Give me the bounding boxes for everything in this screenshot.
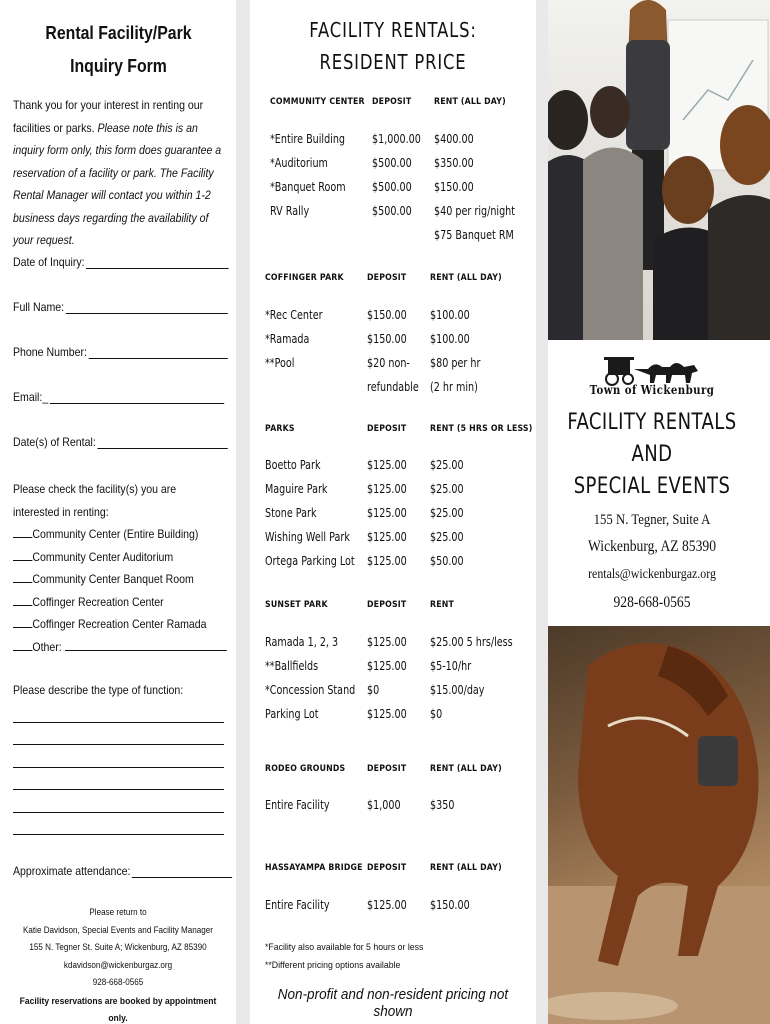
describe-line[interactable] (13, 767, 224, 768)
check-blank[interactable] (13, 594, 32, 606)
dates-of-rental-line[interactable] (98, 436, 228, 449)
panel-gutter (536, 0, 548, 1024)
deposit-value: $1,000.00 (372, 132, 421, 146)
rent-value: $350 (430, 798, 455, 812)
deposit-value: $125.00 (367, 458, 407, 472)
facility-name: Entire Facility (265, 898, 330, 912)
check-item-other[interactable] (13, 636, 229, 659)
facility-name: Entire Facility (265, 798, 330, 812)
deposit-header: DEPOSIT (367, 600, 407, 610)
section-header: SUNSET PARK (265, 600, 328, 610)
check-item[interactable] (13, 568, 229, 591)
price-title-line1: FACILITY RENTALS: (309, 18, 477, 42)
deposit-value: $125.00 (367, 898, 407, 912)
rent-value: $25.00 (430, 506, 464, 520)
check-item[interactable] (13, 523, 229, 546)
form-intro (13, 94, 224, 252)
check-item-label: Community Center Auditorium (32, 549, 174, 564)
check-item[interactable] (13, 591, 229, 614)
facility-name: *Banquet Room (270, 180, 346, 194)
deposit-value: $20 non- (367, 356, 410, 370)
rent-header: RENT (ALL DAY) (430, 273, 502, 283)
footnote-double-star: **Different pricing options available (265, 960, 401, 971)
dates-of-rental-field[interactable] (13, 435, 228, 449)
form-title-line1: Rental Facility/Park (45, 23, 192, 43)
rent-value: $350.00 (434, 156, 474, 170)
full-name-label: Full Name: (13, 300, 65, 314)
phone-number-field[interactable] (13, 345, 228, 359)
full-name-field[interactable] (13, 300, 228, 314)
deposit-value: $125.00 (367, 707, 407, 721)
deposit-header: DEPOSIT (367, 424, 407, 434)
rent-value: $100.00 (430, 308, 470, 322)
facility-name: RV Rally (270, 204, 310, 218)
facility-name: **Ballfields (265, 659, 319, 673)
facility-name: Stone Park (265, 506, 317, 520)
deposit-value: $150.00 (367, 308, 407, 322)
rent-header: RENT (ALL DAY) (430, 863, 502, 873)
facility-name: Ramada 1, 2, 3 (265, 635, 339, 649)
phone-number-line[interactable] (89, 346, 228, 359)
return-address-block (0, 904, 236, 1024)
deposit-header: DEPOSIT (367, 764, 407, 774)
describe-line[interactable] (13, 834, 224, 835)
facility-name: *Rec Center (265, 308, 323, 322)
facility-name: Parking Lot (265, 707, 319, 721)
date-of-inquiry-line[interactable] (86, 256, 229, 269)
rent-value: $400.00 (434, 132, 474, 146)
check-item-label: Community Center Banquet Room (32, 572, 194, 586)
facility-name: *Ramada (265, 332, 310, 346)
deposit-value: $0 (367, 683, 380, 697)
describe-line[interactable] (13, 812, 224, 813)
cover-phone: 928-668-0565 (613, 594, 691, 611)
appointment-note: Facility reservations are booked by appointment only. (19, 995, 217, 1024)
rent-value: $150.00 (434, 180, 474, 194)
rent-value: $150.00 (430, 898, 470, 912)
check-blank[interactable] (13, 549, 32, 561)
deposit-value: $500.00 (372, 156, 412, 170)
deposit-value: refundable (367, 380, 419, 394)
return-line: Katie Davidson, Special Events and Facility Manager (22, 924, 213, 935)
rent-header: RENT (5 HRS OR LESS) (430, 424, 533, 434)
rent-value: $25.00 (430, 458, 464, 472)
rent-value: $80 per hr (430, 356, 481, 370)
price-list-panel (250, 0, 536, 1024)
section-header: RODEO GROUNDS (265, 764, 346, 774)
email-label: Email:_ (13, 390, 49, 404)
describe-label: Please describe the type of function: (13, 683, 184, 697)
rent-value: $75 Banquet RM (434, 228, 514, 242)
deposit-value: $125.00 (367, 482, 407, 496)
deposit-header: DEPOSIT (372, 97, 412, 107)
check-blank[interactable] (13, 616, 32, 628)
check-item-label: Coffinger Recreation Center (32, 594, 164, 609)
deposit-header: DEPOSIT (367, 863, 407, 873)
rent-value: $25.00 5 hrs/less (430, 635, 513, 649)
return-line: Please return to (89, 907, 147, 917)
attendance-label: Approximate attendance: (13, 864, 131, 878)
rent-header: RENT (ALL DAY) (434, 97, 506, 107)
deposit-value: $1,000 (367, 798, 401, 812)
facility-name: **Pool (265, 356, 295, 370)
facility-name: Ortega Parking Lot (265, 554, 355, 568)
facility-name: Maguire Park (265, 482, 328, 496)
full-name-line[interactable] (66, 301, 228, 314)
form-title-line2: Inquiry Form (70, 56, 167, 76)
price-title-line2: RESIDENT PRICE (319, 50, 467, 74)
deposit-value: $500.00 (372, 204, 412, 218)
date-of-inquiry-label: Date of Inquiry: (13, 255, 85, 269)
check-blank[interactable] (13, 526, 32, 538)
facility-name: *Entire Building (270, 132, 346, 146)
rent-value: $40 per rig/night (434, 204, 516, 218)
check-item-label: Other: (32, 639, 62, 654)
check-intro: Please check the facility(s) you are interested in renting: (13, 482, 177, 519)
intro-plain: Thank you for your interest in renting our facilities or parks. (13, 98, 204, 135)
rent-value: (2 hr min) (430, 380, 478, 394)
dates-of-rental-label: Date(s) of Rental: (13, 435, 96, 449)
rent-value: $5-10/hr (430, 659, 472, 673)
deposit-value: $125.00 (367, 659, 407, 673)
meeting-photo (548, 0, 770, 340)
check-item[interactable] (13, 546, 229, 569)
rent-value: $50.00 (430, 554, 464, 568)
cover-address: 155 N. Tegner, Suite A (593, 512, 711, 528)
other-line[interactable] (65, 639, 227, 651)
cover-title-line: AND (631, 442, 673, 467)
intro-italic: Please note this is an inquiry form only, this form does guarantee a reservation of a facility or park. The Facility Rental Manager will contact you within 1-2 business days regarding the availability of your request. (13, 120, 222, 247)
check-item-label: Community Center (Entire Building) (32, 527, 199, 541)
check-item[interactable] (13, 613, 229, 636)
deposit-header: DEPOSIT (367, 273, 407, 283)
describe-line[interactable] (13, 744, 224, 745)
deposit-value: $125.00 (367, 506, 407, 520)
cover-panel (548, 0, 770, 1024)
rent-value: $25.00 (430, 530, 464, 544)
facility-checklist (13, 523, 229, 658)
rent-value: $100.00 (430, 332, 470, 346)
deposit-value: $125.00 (367, 635, 407, 649)
cover-title-line: FACILITY RENTALS (567, 410, 737, 435)
section-header: HASSAYAMPA BRIDGE (265, 863, 363, 873)
deposit-value: $125.00 (367, 530, 407, 544)
email-field[interactable] (13, 390, 224, 404)
cover-city: Wickenburg, AZ 85390 (587, 538, 717, 555)
facility-name: Boetto Park (265, 458, 321, 472)
meeting-photo-art (548, 0, 770, 340)
panel-gutter (236, 0, 250, 1024)
section-header: COMMUNITY CENTER (270, 97, 365, 107)
phone-number-label: Phone Number: (13, 345, 87, 359)
return-phone: 928-668-0565 (92, 977, 144, 987)
check-blank[interactable] (13, 571, 32, 583)
cover-email[interactable]: rentals@wickenburgaz.org (588, 567, 716, 582)
section-header: PARKS (265, 424, 295, 434)
deposit-value: $125.00 (367, 554, 407, 568)
describe-line[interactable] (13, 789, 224, 790)
rent-header: RENT (430, 600, 454, 610)
rent-header: RENT (ALL DAY) (430, 764, 502, 774)
deposit-value: $500.00 (372, 180, 412, 194)
describe-line[interactable] (13, 722, 224, 723)
footnote-single-star: *Facility also available for 5 hours or less (265, 942, 424, 953)
rent-value: $15.00/day (430, 683, 485, 697)
date-of-inquiry-field[interactable] (13, 255, 229, 269)
return-email[interactable]: kdavidson@wickenburgaz.org (63, 959, 173, 970)
logo-text: Town of Wickenburg (589, 383, 715, 397)
section-header: COFFINGER PARK (265, 273, 344, 283)
facility-name: *Auditorium (270, 156, 328, 170)
facility-name: *Concession Stand (265, 683, 356, 697)
return-line: 155 N. Tegner St. Suite A; Wickenburg, AZ 85390 (29, 942, 207, 952)
facility-name: Wishing Well Park (265, 530, 350, 544)
rent-value: $0 (430, 707, 443, 721)
check-item-label: Coffinger Recreation Center Ramada (32, 617, 207, 631)
deposit-value: $150.00 (367, 332, 407, 346)
rodeo-horse-photo (548, 626, 770, 1024)
rodeo-horse-art (548, 626, 770, 1024)
rent-value: $25.00 (430, 482, 464, 496)
pricing-note: Non-profit and non-resident pricing not shown (277, 986, 509, 1020)
attendance-line[interactable] (132, 865, 232, 878)
attendance-field[interactable] (13, 864, 232, 878)
check-blank[interactable] (13, 639, 32, 651)
email-line[interactable] (50, 391, 224, 404)
cover-title-line: SPECIAL EVENTS (573, 474, 731, 499)
